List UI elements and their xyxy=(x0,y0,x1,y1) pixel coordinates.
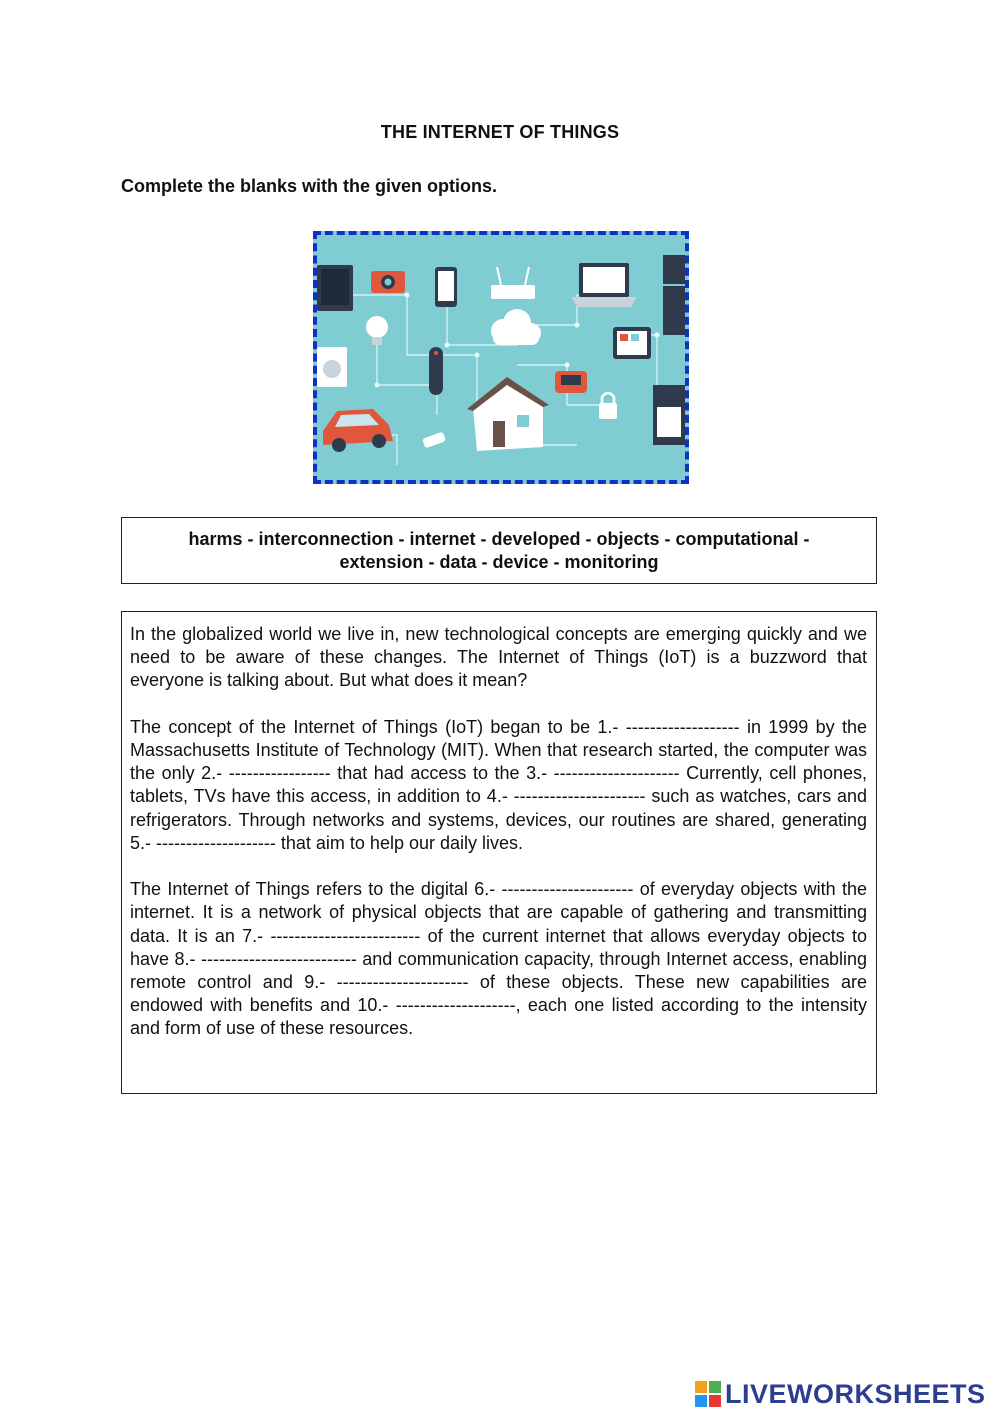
worksheet-instruction: Complete the blanks with the given options. xyxy=(121,176,498,196)
speaker-icon xyxy=(429,347,443,395)
smartphone-icon xyxy=(435,267,457,307)
passage-paragraph-2: The concept of the Internet of Things (IoT) began to be 1.- ------------------- in 1999 by the Massachusetts Institute of Technology (MIT). When that research started, the computer was the only 2.- ----------------- that had access to the 3.- --------------------- Currently, cell phones, tablets, TVs have this access, in addition to 4.- ---------------------- such as watches, cars and refrigerators. Through networks and systems, devices, our routines are shared, generating 5.- -------------------- that aim to help our daily lives. xyxy=(130,716,867,853)
washing-machine-icon xyxy=(317,347,347,387)
word-bank-line-1: harms - interconnection - internet - developed - objects - computational - xyxy=(188,528,810,549)
passage-paragraph-1: In the globalized world we live in, new technological concepts are emerging quickly and we need to be aware of these changes. The Internet of Things (IoT) is a buzzword that everyone is talking about. But what does it mean? xyxy=(130,624,867,691)
lightbulb-icon xyxy=(366,316,388,345)
camera-icon xyxy=(371,271,405,293)
thermostat-icon xyxy=(555,371,587,393)
liveworksheets-logo-icon xyxy=(695,1381,721,1407)
cctv-icon xyxy=(422,432,446,449)
lock-icon xyxy=(599,393,617,419)
word-bank xyxy=(121,517,877,584)
reading-passage xyxy=(121,611,877,1094)
cloud-icon xyxy=(491,309,541,345)
car-icon xyxy=(323,409,393,452)
fridge-icon xyxy=(663,255,685,335)
word-bank-line-2: extension - data - device - monitoring xyxy=(339,551,659,572)
liveworksheets-logo-text: LIVEWORKSHEETS xyxy=(725,1378,986,1409)
worksheet-title: THE INTERNET OF THINGS xyxy=(380,122,620,142)
oven-icon xyxy=(653,385,685,445)
iot-devices-picture xyxy=(317,235,685,480)
passage-paragraph-3: The Internet of Things refers to the digital 6.- ---------------------- of everyday objects with the internet. It is a network of physical objects that are capable of gathering and transmitting data. It is an 7.- ------------------------- of the current internet that allows everyday objects to have 8.- -------------------------- and communication capacity, through Internet access, enabling remote control and 9.- ---------------------- of these objects. These new capabilities are endowed with benefits and 10.- --------------------, each one listed according to the intensity and form of use of these resources. xyxy=(130,879,867,1039)
liveworksheets-logo xyxy=(695,1378,986,1410)
tablet-icon xyxy=(613,327,651,359)
house-icon xyxy=(467,377,549,451)
tv-icon xyxy=(317,265,353,311)
router-icon xyxy=(491,267,535,299)
iot-illustration xyxy=(313,231,689,484)
laptop-icon xyxy=(571,263,637,307)
